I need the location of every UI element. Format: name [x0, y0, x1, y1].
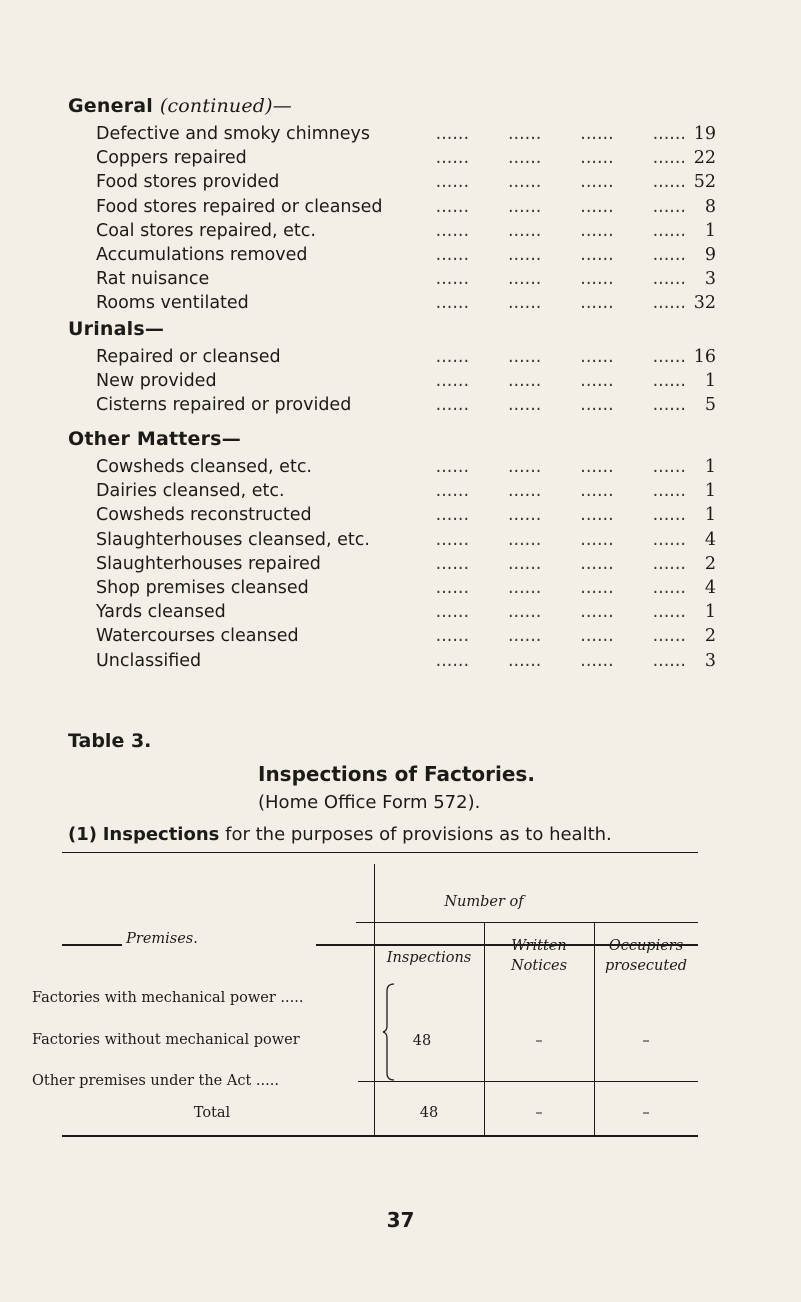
list-item-value: 5	[704, 395, 716, 416]
list-item: ...... ...... ...... ...... Unclassified 3	[96, 650, 716, 671]
list-item: ...... ...... ...... ...... Rat nuisance 3	[96, 269, 716, 290]
list-item: ...... ...... ...... ...... Coppers repaired 22	[96, 148, 716, 169]
list-item: ...... ...... ...... ...... Repaired or cleansed 16	[96, 347, 716, 367]
premises-column-header: Premises.	[126, 931, 198, 947]
list-item-value: 9	[704, 245, 716, 265]
list-item-label: Coppers repaired	[96, 148, 261, 168]
list-item: ...... ...... ...... ...... Accumulations removed 9	[96, 245, 716, 265]
list-item-label: Watercourses cleansed	[96, 626, 313, 646]
group-rule	[356, 922, 698, 923]
row-group-brace	[382, 982, 398, 1082]
total-occupiers-value: –	[642, 1105, 650, 1121]
table-subtitle: Inspections of Factories.	[258, 762, 535, 786]
list-item-value: 1	[704, 220, 716, 241]
list-item: ...... ...... ...... ...... Slaughterhouses repaired 2	[96, 553, 716, 574]
list-item-value: 52	[693, 172, 716, 193]
list-item-value: 2	[704, 553, 716, 574]
total-rule	[358, 1081, 698, 1082]
total-inspections-value: 48	[419, 1105, 439, 1121]
list-item-value: 16	[693, 347, 716, 367]
written-notices-line-2: Notices	[510, 958, 568, 974]
general-heading-text: General	[68, 95, 153, 117]
list-item-label: Cowsheds reconstructed	[96, 505, 326, 525]
urinals-heading: Urinals—	[68, 318, 165, 340]
written-notices-line-1: Written	[511, 938, 567, 954]
list-item-label: Rooms ventilated	[96, 293, 263, 313]
table-part-heading	[68, 824, 612, 845]
list-item: ...... ...... ...... ...... Dairies cleansed, etc. 1	[96, 481, 716, 502]
page-number: 37	[386, 1208, 415, 1232]
list-item: ...... ...... ...... ...... Slaughterhouses cleansed, etc. 4	[96, 529, 716, 550]
list-item-value: 3	[704, 269, 716, 290]
total-label: Total	[193, 1105, 231, 1121]
list-item-label: Coal stores repaired, etc.	[96, 221, 330, 241]
inspections-table	[32, 852, 698, 1137]
list-item-value: 1	[704, 457, 716, 477]
grouped-inspections-value: 48	[412, 1033, 432, 1049]
list-item-value: 1	[704, 481, 716, 502]
list-item: ...... ...... ...... ...... Food stores repaired or cleansed 8	[96, 196, 716, 217]
grouped-occupiers-value: –	[642, 1033, 650, 1049]
list-item-label: Repaired or cleansed	[96, 347, 295, 367]
list-item-label: Cisterns repaired or provided	[96, 395, 365, 415]
list-item-label: Defective and smoky chimneys	[96, 124, 384, 144]
list-item: ...... ...... ...... ...... Watercourses cleansed 2	[96, 626, 716, 647]
list-item: ...... ...... ...... ...... Defective and smoky chimneys 19	[96, 124, 716, 144]
occupiers-prosecuted-line-2: prosecuted	[604, 958, 688, 974]
list-item-label: Rat nuisance	[96, 269, 223, 289]
list-item-value: 4	[704, 529, 716, 550]
list-item: ...... ...... ...... ...... Yards cleansed 1	[96, 602, 716, 623]
list-item-label: Dairies cleansed, etc.	[96, 481, 299, 501]
list-item-value: 19	[693, 124, 716, 144]
list-item-label: Slaughterhouses cleansed, etc.	[96, 530, 384, 550]
inspections-column-header: Inspections	[386, 950, 472, 966]
list-item-value: 1	[704, 371, 716, 392]
table-title: Table 3.	[68, 730, 152, 752]
list-item: ...... ...... ...... ...... Food stores provided 52	[96, 172, 716, 193]
list-item-value: 2	[704, 626, 716, 647]
list-item-value: 22	[693, 148, 716, 169]
table-row-premises: Other premises under the Act .....	[32, 1073, 279, 1089]
list-item-label: New provided	[96, 371, 231, 391]
list-item: ...... ...... ...... ...... Cowsheds cleansed, etc. 1	[96, 457, 716, 477]
occupiers-prosecuted-line-1: Occupiers	[608, 938, 684, 954]
list-item-value: 4	[704, 578, 716, 598]
grouped-notices-value: –	[535, 1033, 543, 1049]
part-keyword: Inspections	[102, 824, 220, 845]
list-item-value: 3	[704, 650, 716, 671]
part-number: (1)	[68, 824, 97, 845]
list-item-value: 8	[704, 196, 716, 217]
written-notices-column-header	[484, 936, 594, 976]
list-item: ...... ...... ...... ...... Cisterns repaired or provided 5	[96, 395, 716, 416]
other-matters-heading: Other Matters—	[68, 428, 241, 450]
table-bottom-rule	[62, 1135, 698, 1137]
number-of-group-header: Number of	[444, 894, 524, 910]
total-notices-value: –	[535, 1105, 543, 1121]
list-item-label: Shop premises cleansed	[96, 578, 323, 598]
occupiers-prosecuted-column-header	[594, 936, 698, 976]
list-item-value: 1	[704, 505, 716, 526]
general-heading-note: (continued)—	[159, 95, 292, 117]
list-item: ...... ...... ...... ...... Cowsheds reconstructed 1	[96, 505, 716, 526]
list-item-label: Yards cleansed	[96, 602, 240, 622]
list-item: ...... ...... ...... ...... Shop premises cleansed 4	[96, 578, 716, 598]
list-item: ...... ...... ...... ...... Rooms ventilated 32	[96, 293, 716, 314]
part-description: for the purposes of provisions as to health.	[225, 824, 612, 845]
list-item: ...... ...... ...... ...... Coal stores repaired, etc. 1	[96, 220, 716, 241]
list-item-value: 32	[693, 293, 716, 314]
list-item: ...... ...... ...... ...... New provided 1	[96, 371, 716, 392]
list-item-label: Cowsheds cleansed, etc.	[96, 457, 326, 477]
table-top-rule	[62, 852, 698, 853]
list-item-label: Food stores repaired or cleansed	[96, 197, 397, 217]
table-form-reference: (Home Office Form 572).	[258, 792, 481, 813]
list-item-label: Accumulations removed	[96, 245, 322, 265]
table-row-premises: Factories without mechanical power	[32, 1032, 300, 1048]
table-row-premises: Factories with mechanical power .....	[32, 990, 304, 1006]
list-item-label: Food stores provided	[96, 172, 293, 192]
general-heading	[68, 95, 292, 117]
list-item-label: Slaughterhouses repaired	[96, 554, 335, 574]
list-item-value: 1	[704, 602, 716, 623]
list-item-label: Unclassified	[96, 651, 215, 671]
